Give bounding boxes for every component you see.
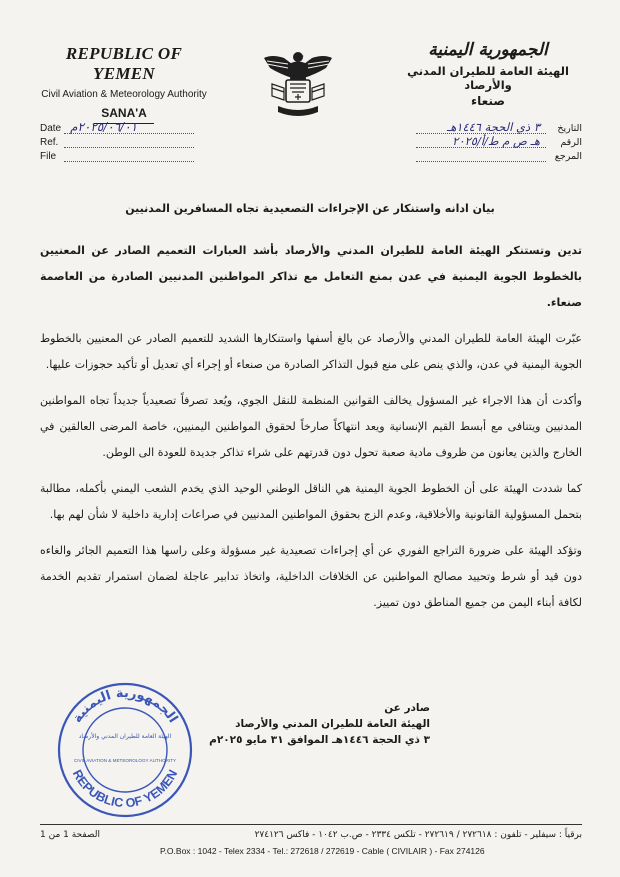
- issuing-authority: الهيئة العامة للطيران المدني والأرصاد: [235, 718, 430, 730]
- date-label-en: Date: [40, 123, 62, 134]
- date-value-en: ٢٠٢٥/٠٦/٠١م: [70, 120, 138, 134]
- file-label-en: File: [40, 151, 57, 162]
- page-number: الصفحة 1 من 1: [40, 830, 100, 840]
- reference-fields-ar: [416, 120, 582, 162]
- file-field-en: [64, 151, 194, 162]
- signature-block: [209, 700, 430, 748]
- paragraph: كما شددت الهيئة على أن الخطوط الجوية اليمنية هي الناقل الوطني الوحيد الذي يخدم الشعب اليمني بأكمله، مطالبة بتحمل المسؤولية القانونية والأخلاقية، وعدم الزج بحقوق المواطنين المدنيين في صراعات إدارية داخلية لا شأن لهم بها.: [40, 482, 582, 521]
- city-name-en: SANA'A: [101, 106, 147, 120]
- country-name-ar: الجمهورية اليمنية: [428, 40, 548, 60]
- stamp-top-text: الجمهورية اليمنية: [69, 685, 181, 726]
- reference-fields-en: [40, 120, 194, 162]
- letterhead-arabic: [388, 40, 588, 108]
- ref-label-en: Ref.: [40, 137, 59, 148]
- number-label-ar: الرقم: [560, 137, 582, 148]
- letterhead-english: [34, 44, 214, 124]
- paragraph: وأكدت أن هذا الاجراء غير المسؤول يخالف القوانين المنظمة للنقل الجوي، ويُعد تصرفاً تصعيدياً جديداً تجاه المواطنين المدنيين ويتنافى مع أبسط القيم الإنسانية ويعد انتهاكاً صارخاً لحقوق المواطنين اليمنيين، خاصة المرضى العالقين في الخارج والذين يعانون من ظروف مادية صعبة تحول دون قدرتهم على شراء تذاكر جديدة للعودة الى الوطن.: [40, 394, 582, 459]
- paragraph: عبّرت الهيئة العامة للطيران المدني والأرصاد عن بالغ أسفها واستنكارها الشديد للتعميم الصادر عن المعنيين بالخطوط الجوية اليمنية في عدن، والذي ينص على منع قبول التذاكر الصادرة من صنعاء أو إجراء أي تعديل أو تأكيد حجوزات عليها.: [40, 332, 582, 371]
- country-name-en: REPUBLIC OF YEMEN: [65, 44, 183, 83]
- date-field-ar: [416, 120, 546, 134]
- ref-row-en: [40, 134, 194, 148]
- date-label-ar: التاريخ: [557, 123, 582, 134]
- issue-date-line: ٣ ذي الحجة ١٤٤٦هـ الموافق ٣١ مايو ٢٠٢٥م: [209, 734, 430, 746]
- stamp-inner-en: CIVIL AVIATION & METEOROLOGY AUTHORITY: [73, 758, 177, 763]
- ref-row-ar: [416, 148, 582, 162]
- paragraph: تدين وتستنكر الهيئة العامة للطيران المدني والأرصاد بأشد العبارات التعميم الصادر عن المعنيين بالخطوط الجوية اليمنية في عدن بمنع التعامل مع تذاكر المواطنين المدنيين الصادرة من العاصمة صنعاء.: [40, 244, 582, 309]
- footer-contact-en: P.O.Box : 1042 - Telex 2334 - Tel.: 272618 / 272619 - Cable ( CIVILAIR ) - Fax 274126: [160, 846, 485, 856]
- paragraph: وتؤكد الهيئة على ضرورة التراجع الفوري عن أي إجراءات تصعيدية غير مسؤولة وعلى راسها هذا التعميم الجائر والغاءه دون قيد أو شرط وتحييد مصالح المواطنين عن الخلافات الداخلية، واتخاذ تدابير عاجلة لضمان استمرار تقديم الخدمة لكافة أبناء اليمن من جميع المناطق دون تمييز.: [40, 544, 582, 609]
- official-stamp: [50, 678, 200, 818]
- file-row-en: [40, 148, 194, 162]
- date-row-en: [40, 120, 194, 134]
- ref-label-ar: المرجع: [554, 151, 582, 162]
- ref-field-en: [64, 137, 194, 148]
- authority-name-ar: الهيئة العامة للطيران المدني والأرصاد: [407, 64, 569, 92]
- date-field-en: [64, 120, 194, 134]
- number-row-ar: [416, 134, 582, 148]
- stamp-bottom-text: REPUBLIC OF YEMEN: [69, 767, 181, 811]
- number-field-ar: [416, 134, 546, 148]
- statement-title: بيان ادانه واستنكار عن الإجراءات التصعيدية تجاه المسافرين المدنيين: [125, 202, 495, 215]
- issued-by-label: صادر عن: [384, 702, 430, 714]
- stamp-inner-ar: الهيئة العامة للطيران المدني والأرصاد: [78, 733, 172, 740]
- ref-field-ar: [416, 151, 546, 162]
- statement-body: [40, 238, 582, 626]
- footer-divider: [40, 824, 582, 825]
- authority-name-en: Civil Aviation & Meteorology Authority: [41, 89, 207, 100]
- number-value-ar: هـ ص م ط/أ/٢٠٢٥: [452, 134, 540, 148]
- footer-contact-ar: برقياً : سيفلير - تلفون : ٢٧٢٦١٨ / ٢٧٢٦١٩ - تلكس ٢٣٣٤ - ص.ب ١٠٤٢ - فاكس ٢٧٤١٢٦: [254, 830, 582, 840]
- date-row-ar: [416, 120, 582, 134]
- eagle-emblem-icon: [262, 44, 334, 124]
- date-value-ar: ٣ ذي الحجة ١٤٤٦هـ: [446, 120, 540, 134]
- city-name-ar: صنعاء: [471, 94, 505, 108]
